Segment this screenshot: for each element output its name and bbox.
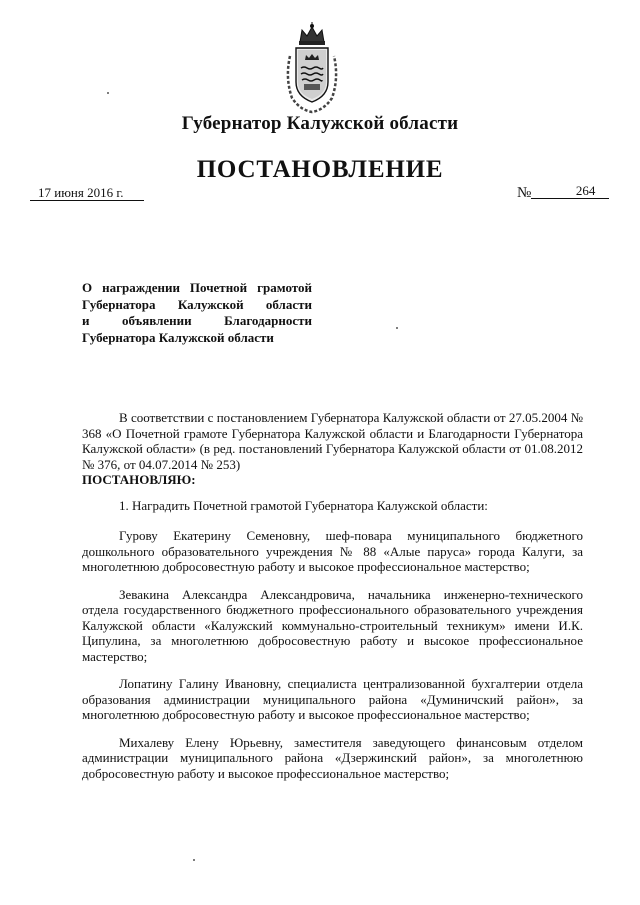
issuing-authority: Губернатор Калужской области [181,113,459,134]
preamble-paragraph [82,410,583,488]
resolve-heading: ПОСТАНОВЛЯЮ: [82,472,196,487]
awardee-paragraph: Гурову Екатерину Семеновну, шеф-повара муниципального бюджетного дошкольного образовательного учреждения № 88 «Алые паруса» города Калуги, за многолетнюю добросовестную работу и высокое профессиональное мастерство; [82,528,583,574]
item-1-heading: 1. Наградить Почетной грамотой Губернатора Калужской области: [119,497,488,513]
subject-line: и объявлении Благодарности [82,313,312,328]
document-date [30,185,144,201]
document-number-label: № [517,185,532,201]
subject-line: Губернатора Калужской области [82,296,312,312]
awardee-paragraph: Михалеву Елену Юрьевну, заместителя заведующего финансовым отделом администрации муниципального района «Дзержинский район», за многолетнюю добросовестную работу и высокое профессиональное мастерство; [82,734,583,781]
document-number [517,183,609,202]
document-body [82,410,583,781]
scan-speck [107,92,109,94]
scan-speck [193,859,195,861]
kaluga-oblast-coat-of-arms-icon [282,22,342,114]
document-subject [82,280,312,346]
awardee-paragraph: Зевакина Александра Александровича, начальника инженерно-технического отдела государственного бюджетного профессионального образовательного учреждения Калужской области «Калужский коммунально-строительный техникум» имени И.К. Ципулина, за многолетнюю добросовестную работу и высокое профессиональное мастерство; [82,586,583,664]
preamble-text: В соответствии с постановлением Губернатора Калужской области от 27.05.2004 № 368 «О Почетной грамоте Губернатора Калужской области и Благодарности Губернатора Калужской области» (в ред. постановлений Губернатора Калужской области от 01.08.2012 № 376, от 04.07.2014 № 253) [82,410,583,472]
subject-line: О награждении Почетной грамотой [82,280,312,295]
awardee-paragraph: Лопатину Галину Ивановну, специалиста централизованной бухгалтерии отдела образования администрации муниципального района «Думиничский район», за многолетнюю добросовестную работу и высокое профессиональное мастерство; [82,676,583,722]
document-type-title: ПОСТАНОВЛЕНИЕ [196,156,444,183]
scan-speck [396,327,398,329]
document-number-value: 264 [531,183,609,199]
document-date-value: 17 июня 2016 г. [30,185,144,201]
subject-line: Губернатора Калужской области [82,329,274,345]
